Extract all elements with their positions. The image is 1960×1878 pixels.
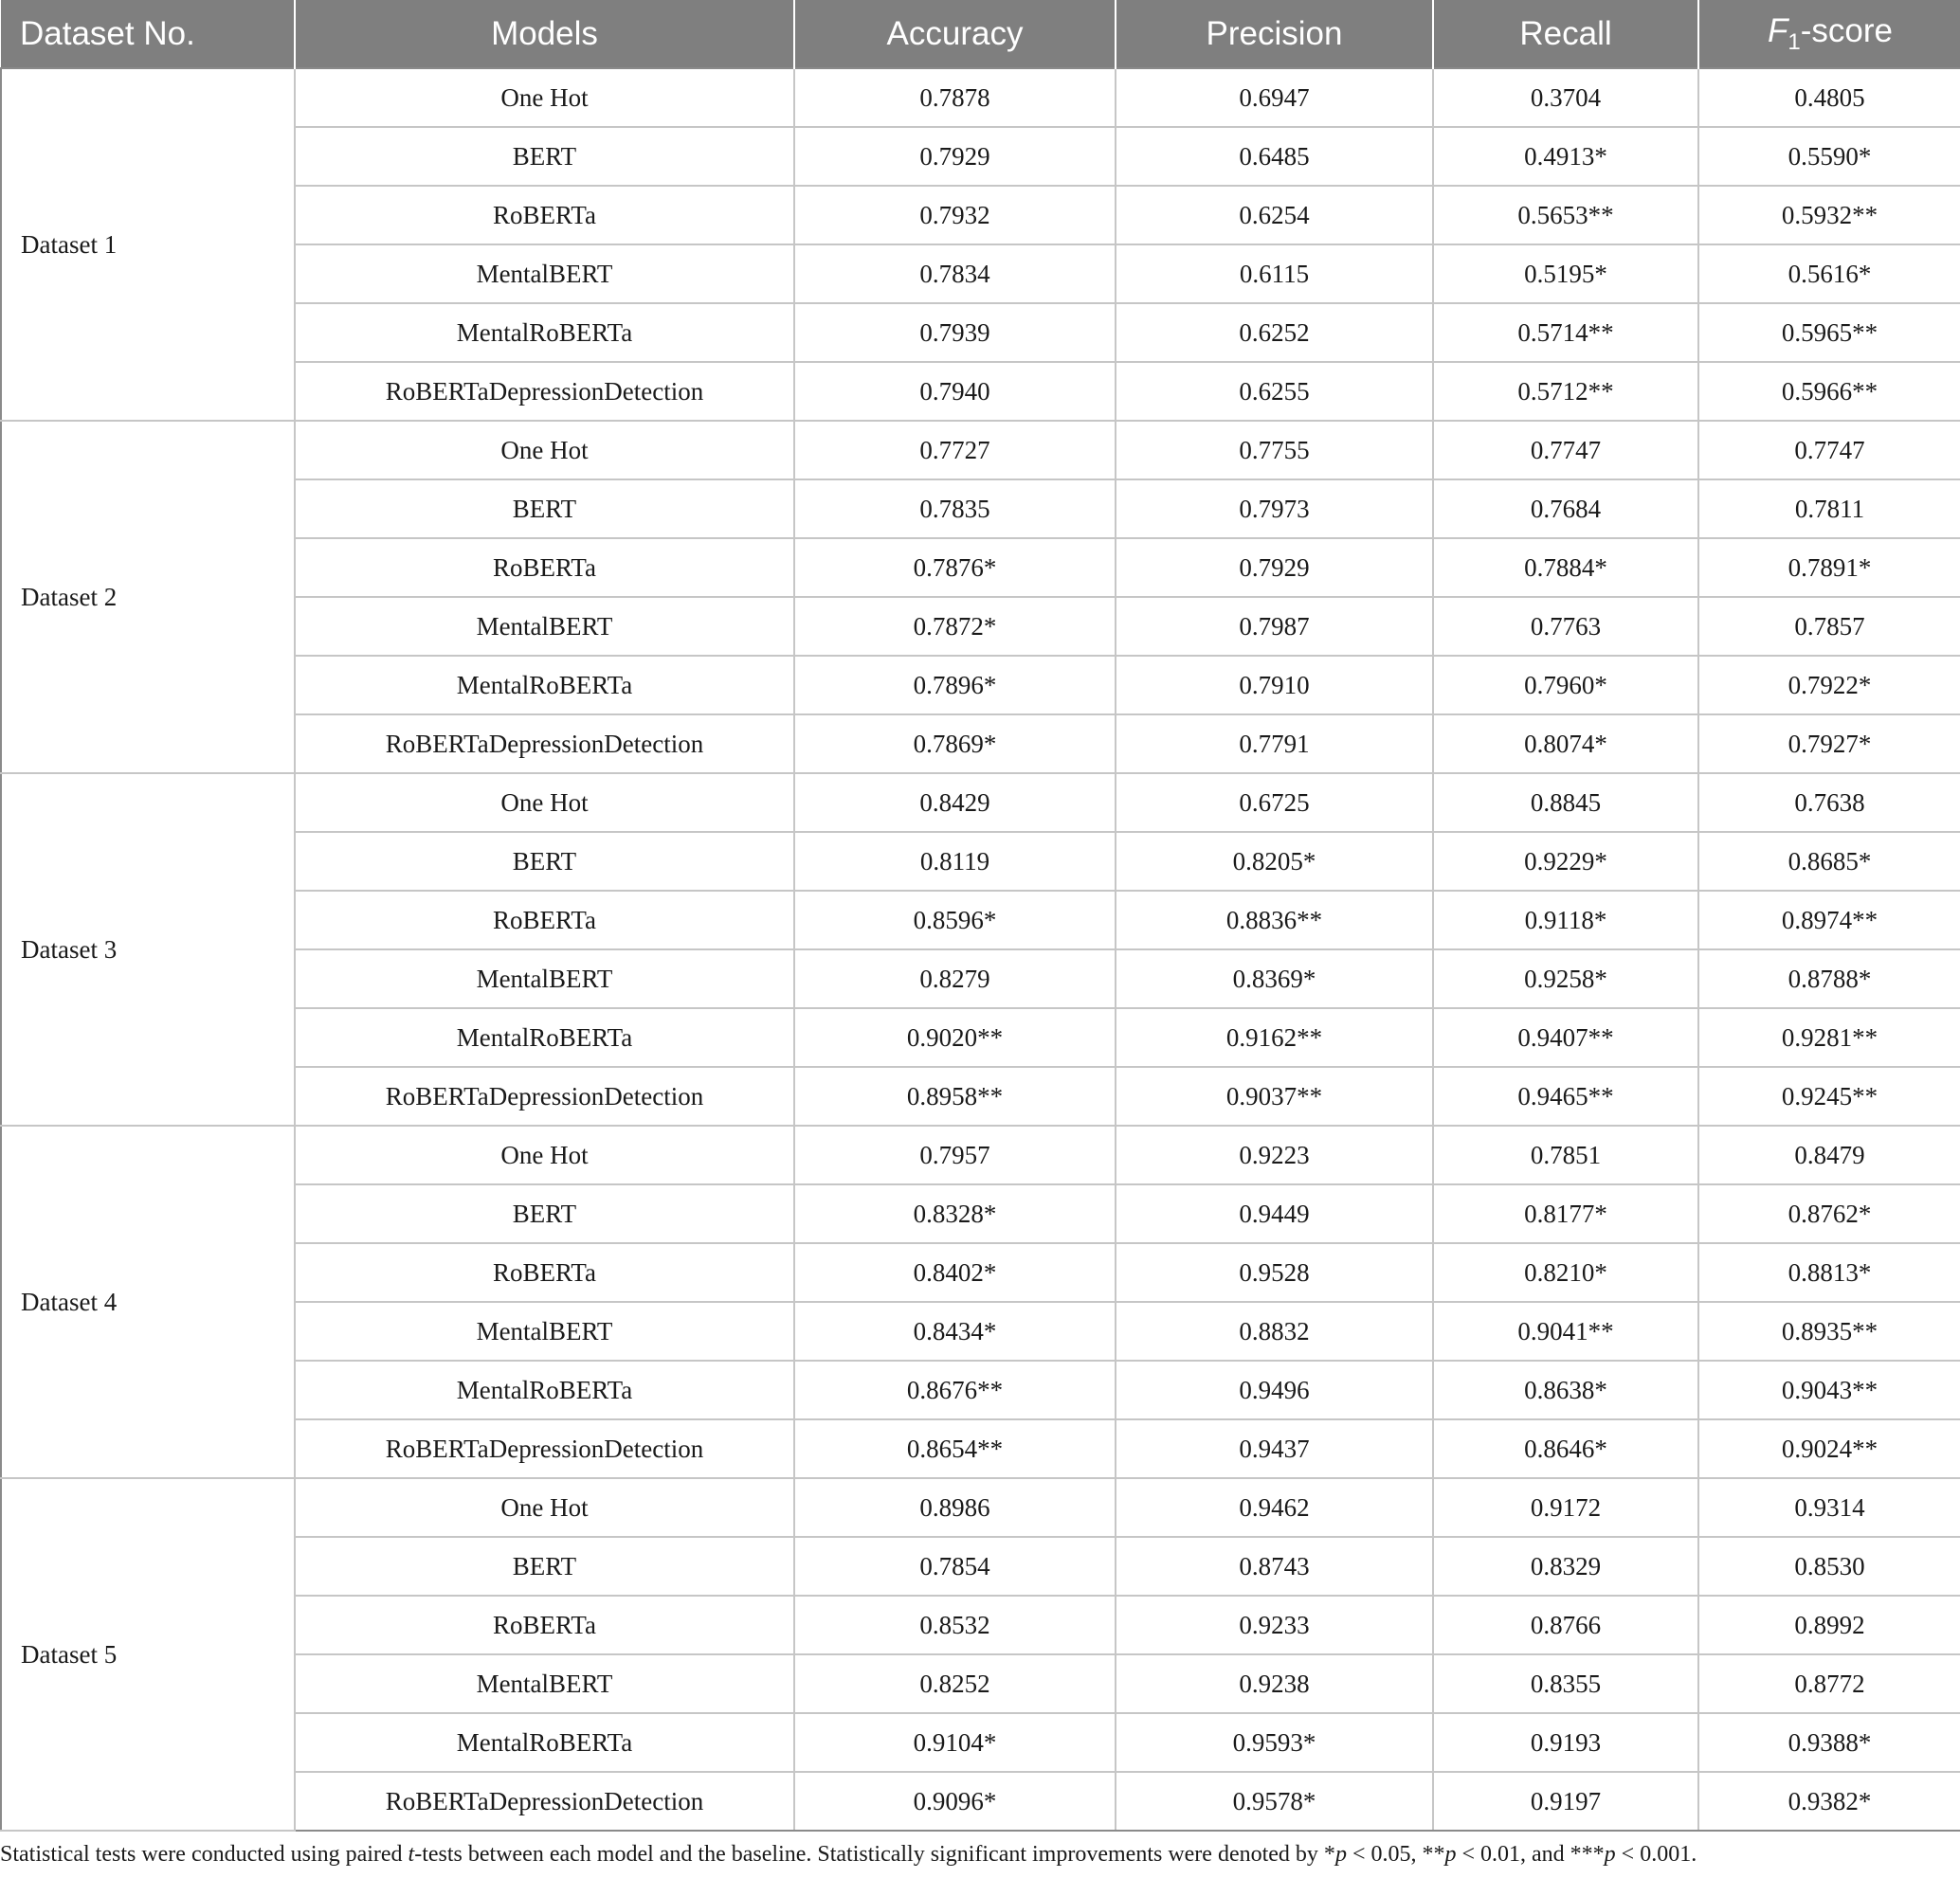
model-cell: MentalBERT bbox=[295, 1302, 794, 1361]
model-cell: RoBERTa bbox=[295, 1596, 794, 1654]
precision-cell: 0.7987 bbox=[1116, 597, 1433, 656]
accuracy-cell: 0.7878 bbox=[794, 68, 1116, 127]
precision-cell: 0.8205* bbox=[1116, 832, 1433, 891]
model-cell: BERT bbox=[295, 479, 794, 538]
dataset-label: Dataset 4 bbox=[1, 1126, 295, 1478]
footnote-p-italic: p bbox=[1334, 1842, 1347, 1867]
table-row bbox=[1, 1184, 1960, 1243]
recall-cell: 0.7763 bbox=[1433, 597, 1698, 656]
recall-cell: 0.7747 bbox=[1433, 421, 1698, 479]
f1-score-cell: 0.7922* bbox=[1698, 656, 1960, 714]
accuracy-cell: 0.8252 bbox=[794, 1654, 1116, 1713]
precision-cell: 0.9578* bbox=[1116, 1772, 1433, 1831]
f1-letter: F bbox=[1768, 11, 1788, 49]
recall-cell: 0.8210* bbox=[1433, 1243, 1698, 1302]
recall-cell: 0.4913* bbox=[1433, 127, 1698, 186]
table-row bbox=[1, 1419, 1960, 1478]
recall-cell: 0.7884* bbox=[1433, 538, 1698, 597]
model-cell: MentalRoBERTa bbox=[295, 1008, 794, 1067]
model-cell: RoBERTa bbox=[295, 186, 794, 244]
footnote-text-2: -tests between each model and the baseline. Statistically significant improvements were denoted by * bbox=[414, 1842, 1335, 1867]
footnote-t-italic: t bbox=[408, 1842, 415, 1867]
table-row bbox=[1, 597, 1960, 656]
table-row bbox=[1, 773, 1960, 832]
table-row bbox=[1, 68, 1960, 127]
accuracy-cell: 0.7869* bbox=[794, 714, 1116, 773]
table-row bbox=[1, 538, 1960, 597]
precision-cell: 0.6254 bbox=[1116, 186, 1433, 244]
recall-cell: 0.8845 bbox=[1433, 773, 1698, 832]
recall-cell: 0.7960* bbox=[1433, 656, 1698, 714]
dataset-label: Dataset 3 bbox=[1, 773, 295, 1126]
model-cell: MentalRoBERTa bbox=[295, 1361, 794, 1419]
f1-suffix: -score bbox=[1800, 11, 1893, 49]
table-row bbox=[1, 1243, 1960, 1302]
model-cell: MentalRoBERTa bbox=[295, 303, 794, 362]
accuracy-cell: 0.8402* bbox=[794, 1243, 1116, 1302]
f1-score-cell: 0.8974** bbox=[1698, 891, 1960, 949]
f1-score-cell: 0.9382* bbox=[1698, 1772, 1960, 1831]
f1-score-cell: 0.4805 bbox=[1698, 68, 1960, 127]
table-row bbox=[1, 1008, 1960, 1067]
precision-cell: 0.9496 bbox=[1116, 1361, 1433, 1419]
precision-cell: 0.7791 bbox=[1116, 714, 1433, 773]
recall-cell: 0.8646* bbox=[1433, 1419, 1698, 1478]
accuracy-cell: 0.8279 bbox=[794, 949, 1116, 1008]
table-row bbox=[1, 1478, 1960, 1537]
header-recall: Recall bbox=[1433, 0, 1698, 68]
f1-score-cell: 0.8788* bbox=[1698, 949, 1960, 1008]
recall-cell: 0.8177* bbox=[1433, 1184, 1698, 1243]
model-cell: BERT bbox=[295, 127, 794, 186]
accuracy-cell: 0.7872* bbox=[794, 597, 1116, 656]
model-cell: BERT bbox=[295, 1184, 794, 1243]
accuracy-cell: 0.7957 bbox=[794, 1126, 1116, 1184]
accuracy-cell: 0.8986 bbox=[794, 1478, 1116, 1537]
model-cell: BERT bbox=[295, 832, 794, 891]
recall-cell: 0.9465** bbox=[1433, 1067, 1698, 1126]
accuracy-cell: 0.8958** bbox=[794, 1067, 1116, 1126]
f1-score-cell: 0.5590* bbox=[1698, 127, 1960, 186]
recall-cell: 0.5712** bbox=[1433, 362, 1698, 421]
recall-cell: 0.8329 bbox=[1433, 1537, 1698, 1596]
precision-cell: 0.6485 bbox=[1116, 127, 1433, 186]
accuracy-cell: 0.7896* bbox=[794, 656, 1116, 714]
precision-cell: 0.9528 bbox=[1116, 1243, 1433, 1302]
model-cell: MentalBERT bbox=[295, 597, 794, 656]
precision-cell: 0.8832 bbox=[1116, 1302, 1433, 1361]
f1-score-cell: 0.9024** bbox=[1698, 1419, 1960, 1478]
table-row bbox=[1, 479, 1960, 538]
recall-cell: 0.9193 bbox=[1433, 1713, 1698, 1772]
precision-cell: 0.6255 bbox=[1116, 362, 1433, 421]
accuracy-cell: 0.8676** bbox=[794, 1361, 1116, 1419]
header-row bbox=[1, 0, 1960, 68]
precision-cell: 0.9593* bbox=[1116, 1713, 1433, 1772]
dataset-label: Dataset 5 bbox=[1, 1478, 295, 1831]
f1-score-cell: 0.8762* bbox=[1698, 1184, 1960, 1243]
f1-score-cell: 0.8530 bbox=[1698, 1537, 1960, 1596]
precision-cell: 0.9233 bbox=[1116, 1596, 1433, 1654]
table-footnote bbox=[0, 1842, 1960, 1868]
table-row bbox=[1, 186, 1960, 244]
precision-cell: 0.7929 bbox=[1116, 538, 1433, 597]
model-cell: One Hot bbox=[295, 421, 794, 479]
table-row bbox=[1, 362, 1960, 421]
f1-score-cell: 0.9314 bbox=[1698, 1478, 1960, 1537]
accuracy-cell: 0.8532 bbox=[794, 1596, 1116, 1654]
f1-score-cell: 0.7927* bbox=[1698, 714, 1960, 773]
recall-cell: 0.9258* bbox=[1433, 949, 1698, 1008]
header-models: Models bbox=[295, 0, 794, 68]
model-cell: RoBERTaDepressionDetection bbox=[295, 1772, 794, 1831]
model-cell: MentalRoBERTa bbox=[295, 656, 794, 714]
table-row bbox=[1, 244, 1960, 303]
accuracy-cell: 0.9096* bbox=[794, 1772, 1116, 1831]
f1-score-cell: 0.5966** bbox=[1698, 362, 1960, 421]
accuracy-cell: 0.7932 bbox=[794, 186, 1116, 244]
precision-cell: 0.9223 bbox=[1116, 1126, 1433, 1184]
table-row bbox=[1, 949, 1960, 1008]
recall-cell: 0.8355 bbox=[1433, 1654, 1698, 1713]
accuracy-cell: 0.7854 bbox=[794, 1537, 1116, 1596]
precision-cell: 0.7755 bbox=[1116, 421, 1433, 479]
accuracy-cell: 0.8434* bbox=[794, 1302, 1116, 1361]
f1-score-cell: 0.7891* bbox=[1698, 538, 1960, 597]
precision-cell: 0.6947 bbox=[1116, 68, 1433, 127]
f1-score-cell: 0.9281** bbox=[1698, 1008, 1960, 1067]
precision-cell: 0.9449 bbox=[1116, 1184, 1433, 1243]
f1-score-cell: 0.9043** bbox=[1698, 1361, 1960, 1419]
model-cell: RoBERTaDepressionDetection bbox=[295, 1419, 794, 1478]
table-row bbox=[1, 303, 1960, 362]
model-cell: One Hot bbox=[295, 773, 794, 832]
footnote-text-1: Statistical tests were conducted using paired bbox=[0, 1842, 408, 1867]
recall-cell: 0.5195* bbox=[1433, 244, 1698, 303]
table-row bbox=[1, 1537, 1960, 1596]
accuracy-cell: 0.7940 bbox=[794, 362, 1116, 421]
table-row bbox=[1, 1772, 1960, 1831]
f1-score-cell: 0.8813* bbox=[1698, 1243, 1960, 1302]
header-precision: Precision bbox=[1116, 0, 1433, 68]
recall-cell: 0.5714** bbox=[1433, 303, 1698, 362]
recall-cell: 0.8766 bbox=[1433, 1596, 1698, 1654]
model-cell: MentalBERT bbox=[295, 1654, 794, 1713]
accuracy-cell: 0.8429 bbox=[794, 773, 1116, 832]
accuracy-cell: 0.8328* bbox=[794, 1184, 1116, 1243]
dataset-label: Dataset 1 bbox=[1, 68, 295, 421]
accuracy-cell: 0.9020** bbox=[794, 1008, 1116, 1067]
recall-cell: 0.9229* bbox=[1433, 832, 1698, 891]
f1-score-cell: 0.5616* bbox=[1698, 244, 1960, 303]
recall-cell: 0.8074* bbox=[1433, 714, 1698, 773]
table-row bbox=[1, 127, 1960, 186]
model-cell: RoBERTaDepressionDetection bbox=[295, 362, 794, 421]
dataset-label: Dataset 2 bbox=[1, 421, 295, 773]
f1-score-cell: 0.5965** bbox=[1698, 303, 1960, 362]
precision-cell: 0.8369* bbox=[1116, 949, 1433, 1008]
model-cell: MentalBERT bbox=[295, 244, 794, 303]
footnote-p-italic: p bbox=[1604, 1842, 1616, 1867]
precision-cell: 0.7973 bbox=[1116, 479, 1433, 538]
recall-cell: 0.9197 bbox=[1433, 1772, 1698, 1831]
accuracy-cell: 0.8654** bbox=[794, 1419, 1116, 1478]
precision-cell: 0.6725 bbox=[1116, 773, 1433, 832]
precision-cell: 0.6252 bbox=[1116, 303, 1433, 362]
table-row bbox=[1, 656, 1960, 714]
accuracy-cell: 0.8119 bbox=[794, 832, 1116, 891]
recall-cell: 0.5653** bbox=[1433, 186, 1698, 244]
model-cell: MentalBERT bbox=[295, 949, 794, 1008]
f1-score-cell: 0.9245** bbox=[1698, 1067, 1960, 1126]
accuracy-cell: 0.9104* bbox=[794, 1713, 1116, 1772]
recall-cell: 0.3704 bbox=[1433, 68, 1698, 127]
f1-score-cell: 0.7811 bbox=[1698, 479, 1960, 538]
header-f1-score bbox=[1698, 0, 1960, 68]
f1-score-cell: 0.8772 bbox=[1698, 1654, 1960, 1713]
model-cell: RoBERTa bbox=[295, 891, 794, 949]
footnote-text-5: < 0.001. bbox=[1615, 1842, 1697, 1867]
accuracy-cell: 0.7835 bbox=[794, 479, 1116, 538]
precision-cell: 0.9238 bbox=[1116, 1654, 1433, 1713]
accuracy-cell: 0.7876* bbox=[794, 538, 1116, 597]
model-cell: MentalRoBERTa bbox=[295, 1713, 794, 1772]
model-cell: RoBERTaDepressionDetection bbox=[295, 714, 794, 773]
table-body bbox=[1, 68, 1960, 1831]
header-dataset: Dataset No. bbox=[1, 0, 295, 68]
f1-score-cell: 0.8685* bbox=[1698, 832, 1960, 891]
accuracy-cell: 0.7939 bbox=[794, 303, 1116, 362]
table-row bbox=[1, 832, 1960, 891]
recall-cell: 0.9118* bbox=[1433, 891, 1698, 949]
recall-cell: 0.9172 bbox=[1433, 1478, 1698, 1537]
recall-cell: 0.8638* bbox=[1433, 1361, 1698, 1419]
model-cell: RoBERTaDepressionDetection bbox=[295, 1067, 794, 1126]
table-row bbox=[1, 714, 1960, 773]
accuracy-cell: 0.8596* bbox=[794, 891, 1116, 949]
precision-cell: 0.9462 bbox=[1116, 1478, 1433, 1537]
recall-cell: 0.9041** bbox=[1433, 1302, 1698, 1361]
precision-cell: 0.6115 bbox=[1116, 244, 1433, 303]
table-row bbox=[1, 1596, 1960, 1654]
f1-score-cell: 0.8935** bbox=[1698, 1302, 1960, 1361]
model-cell: RoBERTa bbox=[295, 538, 794, 597]
model-cell: One Hot bbox=[295, 1478, 794, 1537]
model-cell: One Hot bbox=[295, 1126, 794, 1184]
recall-cell: 0.9407** bbox=[1433, 1008, 1698, 1067]
model-cell: RoBERTa bbox=[295, 1243, 794, 1302]
f1-score-cell: 0.7747 bbox=[1698, 421, 1960, 479]
table-row bbox=[1, 1126, 1960, 1184]
accuracy-cell: 0.7929 bbox=[794, 127, 1116, 186]
footnote-text-4: < 0.01, and *** bbox=[1456, 1842, 1605, 1867]
f1-score-cell: 0.9388* bbox=[1698, 1713, 1960, 1772]
table-row bbox=[1, 891, 1960, 949]
recall-cell: 0.7851 bbox=[1433, 1126, 1698, 1184]
footnote-text-3: < 0.05, ** bbox=[1346, 1842, 1445, 1867]
f1-score-cell: 0.7638 bbox=[1698, 773, 1960, 832]
accuracy-cell: 0.7834 bbox=[794, 244, 1116, 303]
f1-score-cell: 0.8479 bbox=[1698, 1126, 1960, 1184]
f1-score-cell: 0.8992 bbox=[1698, 1596, 1960, 1654]
table-row bbox=[1, 1654, 1960, 1713]
table-row bbox=[1, 1361, 1960, 1419]
f1-subscript: 1 bbox=[1788, 28, 1801, 55]
f1-score-cell: 0.5932** bbox=[1698, 186, 1960, 244]
table-row bbox=[1, 1713, 1960, 1772]
precision-cell: 0.9162** bbox=[1116, 1008, 1433, 1067]
table-row bbox=[1, 1302, 1960, 1361]
table-row bbox=[1, 1067, 1960, 1126]
model-cell: BERT bbox=[295, 1537, 794, 1596]
precision-cell: 0.7910 bbox=[1116, 656, 1433, 714]
precision-cell: 0.9437 bbox=[1116, 1419, 1433, 1478]
precision-cell: 0.8743 bbox=[1116, 1537, 1433, 1596]
model-cell: One Hot bbox=[295, 68, 794, 127]
f1-score-cell: 0.7857 bbox=[1698, 597, 1960, 656]
footnote-p-italic: p bbox=[1444, 1842, 1457, 1867]
recall-cell: 0.7684 bbox=[1433, 479, 1698, 538]
table-row bbox=[1, 421, 1960, 479]
accuracy-cell: 0.7727 bbox=[794, 421, 1116, 479]
precision-cell: 0.8836** bbox=[1116, 891, 1433, 949]
precision-cell: 0.9037** bbox=[1116, 1067, 1433, 1126]
header-accuracy: Accuracy bbox=[794, 0, 1116, 68]
